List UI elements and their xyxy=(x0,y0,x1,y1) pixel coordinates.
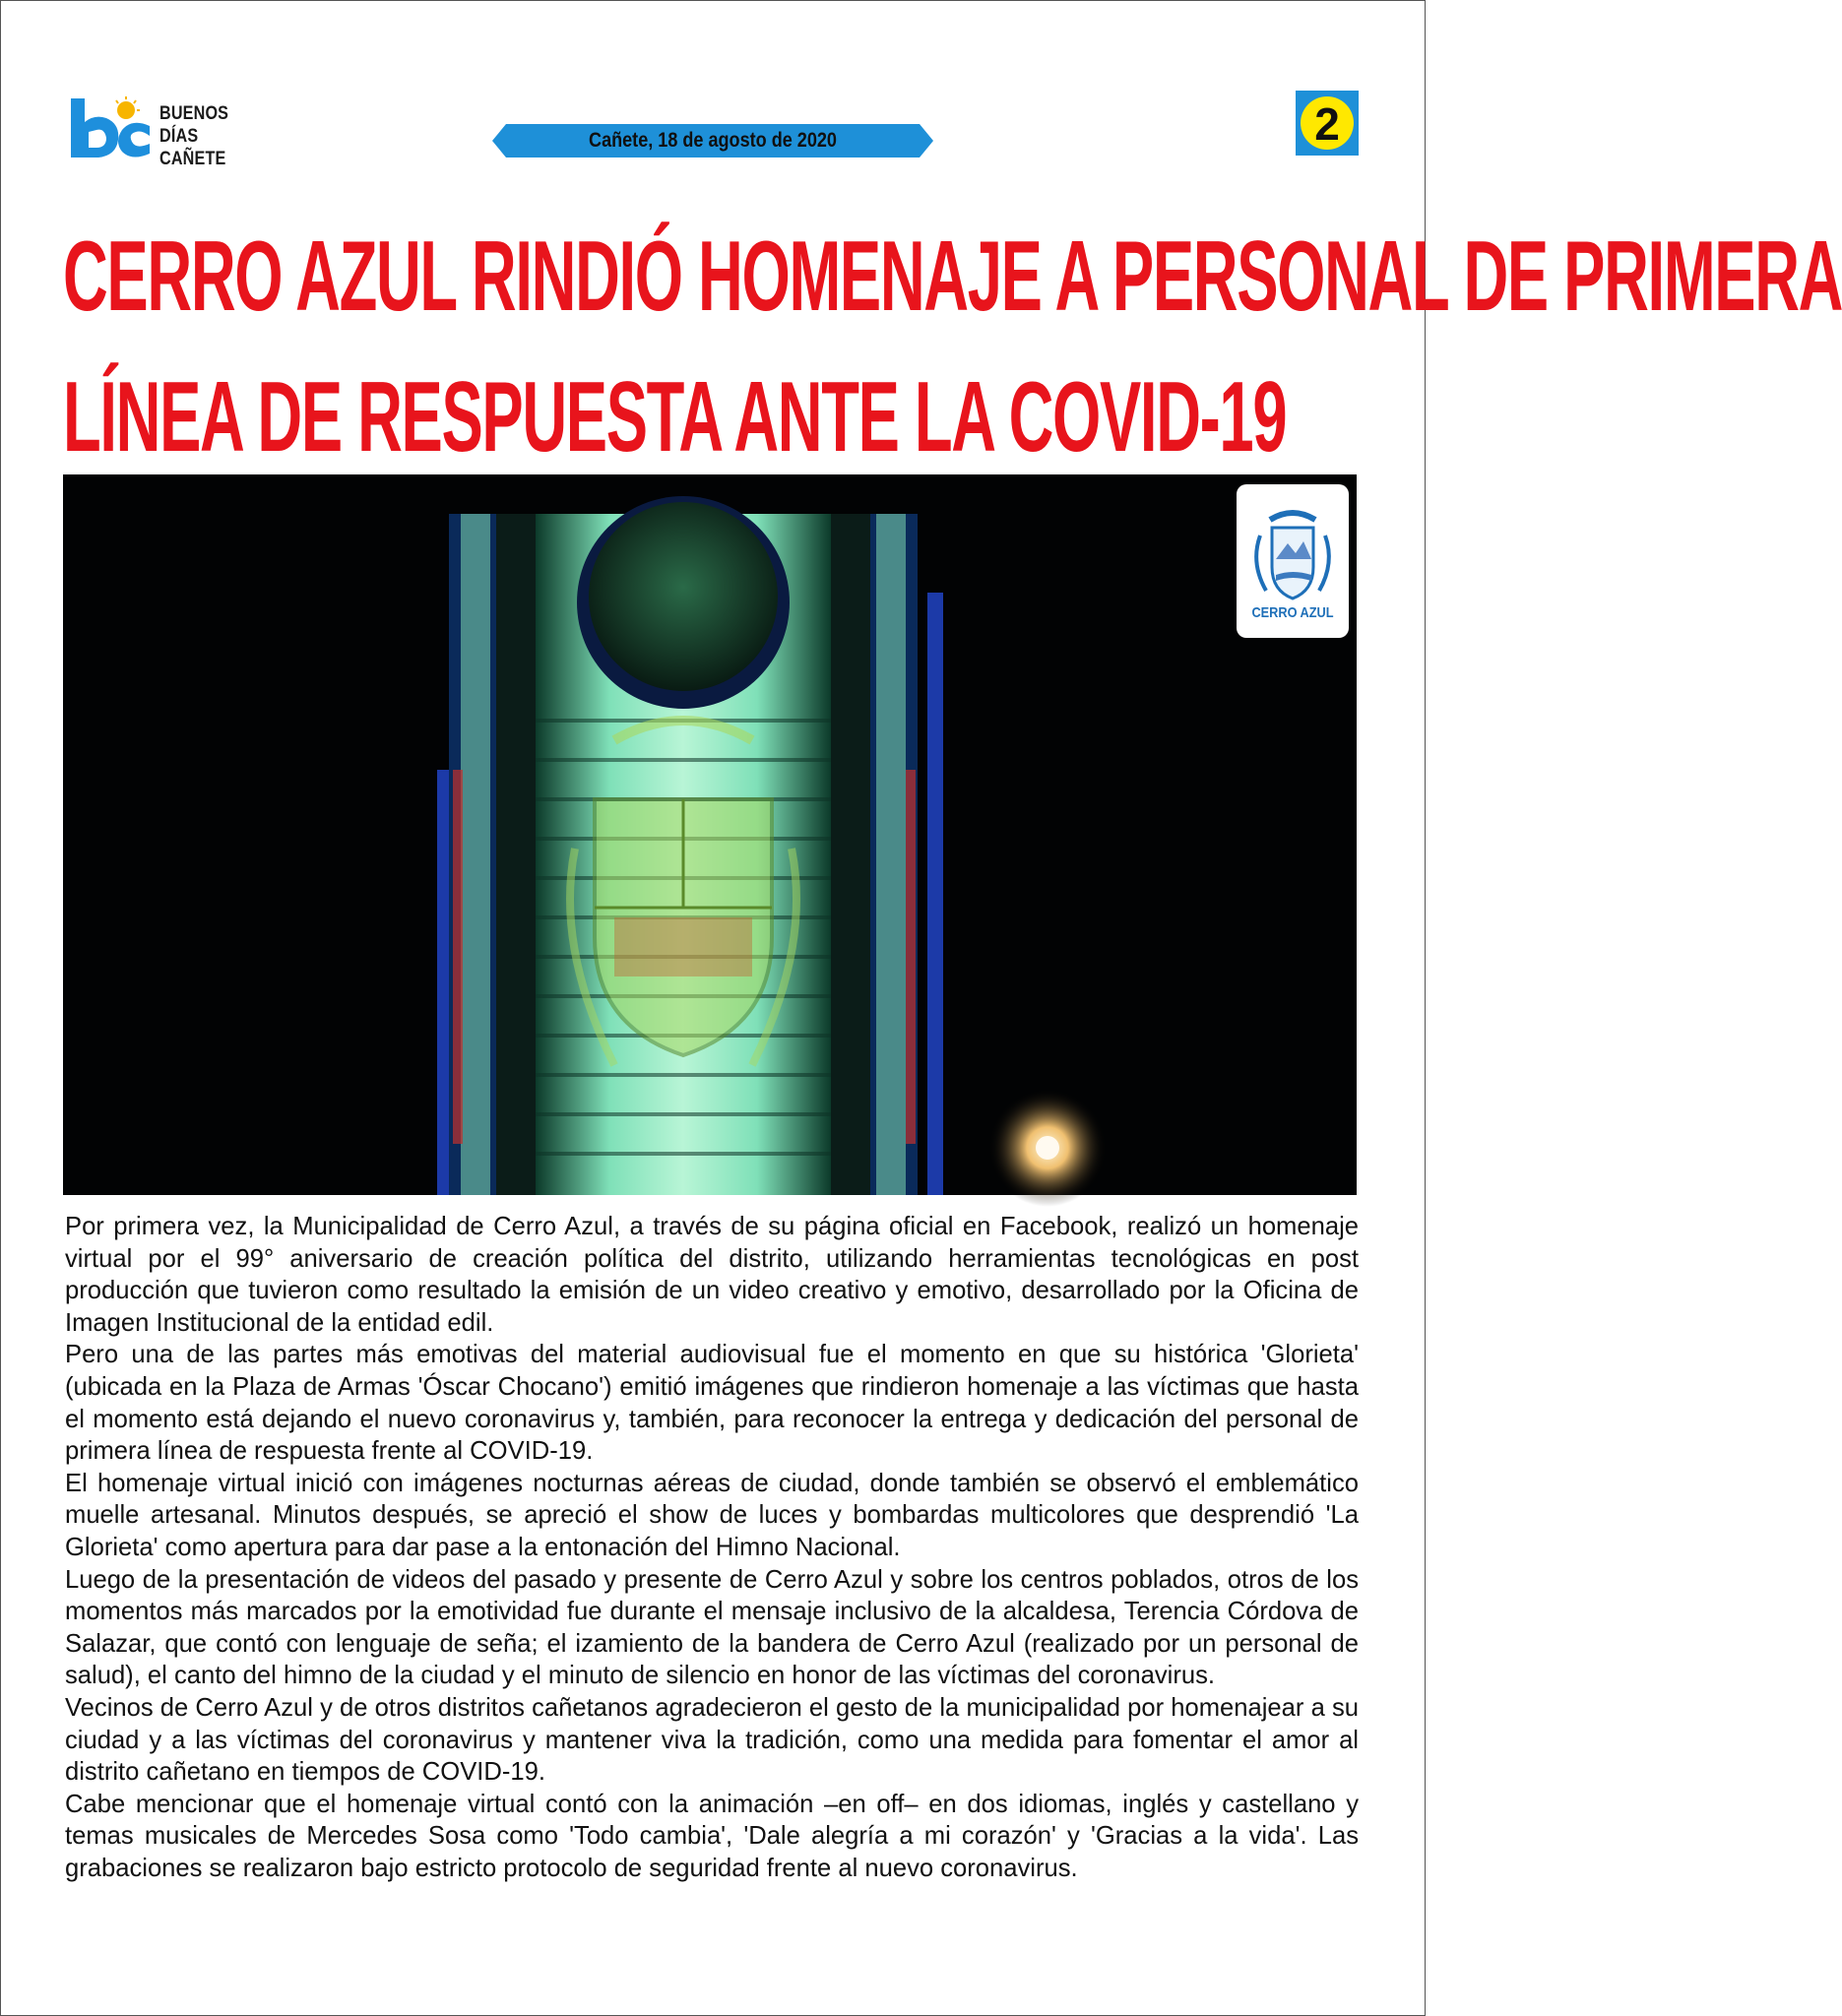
article-paragraph: Luego de la presentación de videos del pasado y presente de Cerro Azul y sobre los centros poblados, otros de los momentos más marcados por la emotividad fue durante el mensaje inclusivo de la alcaldesa, Terencia Córdova de Salazar, que contó con lenguaje de seña; el izamiento de la bandera de Cerro Azul (realizado por un personal de salud), el canto del himno de la ciudad y el minuto de silencio en honor de las víctimas del coronavirus. xyxy=(65,1565,1359,1690)
logo-wordmark xyxy=(159,102,265,170)
headline-line-2: LÍNEA DE RESPUESTA ANTE LA COVID-19 xyxy=(63,361,1287,472)
article-paragraph: Cabe mencionar que el homenaje virtual contó con la animación –en off– en dos idiomas, inglés y castellano y temas musicales de Mercedes Sosa como 'Todo cambia', 'Dale alegría a mi corazón' y 'Gracias a la vida'. Las grabaciones se realizaron bajo estricto protocolo de seguridad frente al nuevo coronavirus. xyxy=(65,1790,1359,1882)
headline-line-1: CERRO AZUL RINDIÓ HOMENAJE A PERSONAL DE PRIMERA xyxy=(63,220,1842,333)
bc-logo-icon xyxy=(67,96,152,159)
municipal-seal xyxy=(1237,484,1349,638)
date-ribbon xyxy=(492,124,933,158)
logo-line-1: BUENOS xyxy=(159,103,229,124)
newspaper-logo[interactable] xyxy=(67,96,284,169)
issue-date: Cañete, 18 de agosto de 2020 xyxy=(589,129,837,152)
page-number: 2 xyxy=(1314,98,1340,150)
logo-line-2: DÍAS CAÑETE xyxy=(159,126,226,169)
article-photo[interactable] xyxy=(63,474,1357,1195)
article-paragraph: Vecinos de Cerro Azul y de otros distritos cañetanos agradecieron el gesto de la municipalidad por homenajear a su ciudad y a las víctimas del coronavirus y mantener viva la tradición, como una medida para fomentar el amor al distrito cañetano en tiempos de COVID-19. xyxy=(65,1693,1359,1787)
article-paragraph: Pero una de las partes más emotivas del material audiovisual fue el momento en que su histórica 'Glorieta' (ubicada en la Plaza de Armas 'Óscar Chocano') emitió imágenes que rindieron homenaje a las víctimas que hasta el momento está dejando el nuevo coronavirus y, también, para reconocer la entrega y dedicación del personal de primera línea de respuesta frente al COVID-19. xyxy=(65,1341,1359,1466)
article-paragraph: Por primera vez, la Municipalidad de Cerro Azul, a través de su página oficial en Facebook, realizó un homenaje virtual por el 99° aniversario de creación política del distrito, utilizando herramientas tecnológicas en post producción que tuvieron como resultado la emisión de un video creativo y emotivo, desarrollado por la Oficina de Imagen Institucional de la entidad edil. xyxy=(65,1213,1359,1337)
illuminated-tower-image xyxy=(63,474,1357,1195)
page-number-badge xyxy=(1296,91,1359,156)
seal-caption: CERRO AZUL xyxy=(1251,604,1334,621)
headline xyxy=(63,207,1842,488)
article-body xyxy=(65,1211,1359,1884)
article-paragraph: El homenaje virtual inició con imágenes nocturnas aéreas de ciudad, donde también se observó el emblemático muelle artesanal. Minutos después, se apreció el show de luces y bombardas multicolores que desprendió 'La Glorieta' como apertura para dar pase a la entonación del Himno Nacional. xyxy=(65,1469,1359,1561)
